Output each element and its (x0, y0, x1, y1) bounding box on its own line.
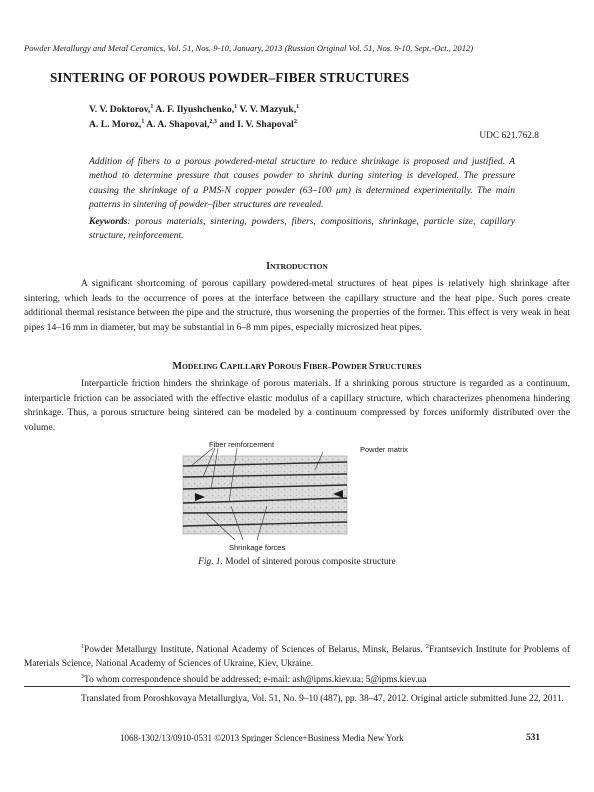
page-number: 531 (526, 733, 541, 743)
author-name: A. A. Shapoval, (144, 119, 210, 131)
section-heading-modeling: MODELING CAPILLARY POROUS FIBER–POWDER STRUCTURES (172, 361, 422, 372)
author-line-1 (89, 101, 299, 116)
label-fiber-reinforcement: Fiber reinforcement (209, 440, 275, 449)
affiliation-mark: 1 (150, 104, 154, 110)
footnote-mark: 1 (81, 644, 84, 650)
footnote-mark: 3 (81, 674, 84, 680)
introduction-paragraph: A significant shortcoming of porous capillary powdered-metal structures of heat pipes is relatively high shrinkage after sintering, which leads to the occurrence of pores at the interface between the capillary structure and the heat pipe. Such pores create additional thermal resistance between the pipe and the structure, thus worsening the properties of the former. This effect is very weak in heat pipes 14–16 mm in diameter, but may be substantial in 6–8 mm pipes, especially microsized heat pipes. (24, 278, 570, 333)
affiliation-mark: 1 (234, 104, 238, 110)
author-list (89, 101, 299, 131)
section-heading-introduction: INTRODUCTION (266, 261, 328, 272)
udc-code: UDC 621.762.8 (479, 131, 539, 141)
footnote-divider (24, 686, 570, 687)
affiliation-mark: 1 (141, 119, 145, 126)
author-name: A. L. Moroz, (89, 119, 142, 131)
footnote-correspondence (24, 670, 570, 687)
footnote-text: Frantsevich Institute for Problems of Materials Science, National Academy of Sciences of Ukraine, Kiev, Ukraine. (24, 645, 570, 670)
figure-model-diagram (175, 440, 435, 554)
footnote-mark: 2 (425, 644, 429, 650)
footnote-text: To whom correspondence should be addressed; e-mail: ash@ipms.kiev.ua; 5@ipms.kiev.ua (84, 675, 427, 686)
footer-copyright: 1068-1302/13/0910-0531 ©2013 Springer Science+Business Media New York (120, 733, 404, 743)
keywords-text: : porous materials, sintering, powders, fibers, compositions, shrinkage, particle size, capillary structure, reinforcement. (89, 216, 515, 242)
footnote-text: Powder Metallurgy Institute, National Academy of Sciences of Belarus, Minsk, Belarus. (84, 645, 426, 656)
label-shrinkage-forces: Shrinkage forces (229, 543, 286, 552)
affiliation-mark: 2 (293, 119, 297, 126)
footnote-affiliations (24, 640, 570, 671)
affiliation-mark: 1 (296, 104, 300, 110)
article-title: SINTERING OF POROUS POWDER–FIBER STRUCTURES (50, 70, 410, 85)
keywords-label: Keywords (89, 216, 128, 227)
figure-label: Fig. 1. (198, 557, 223, 567)
modeling-paragraph: Interparticle friction hinders the shrinkage of porous materials. If a shrinking porous structure is regarded as a continuum, interparticle friction can be associated with the effective elastic modulus of a capillary structure, which characterizes phenomena hindering shrinkage. Thus, a porous structure being sintered can be modeled by a continuum compressed by forces uniformly distributed over the volume. (24, 378, 570, 433)
author-name: V. V. Mazyuk, (237, 104, 297, 116)
author-name: V. V. Doktorov, (89, 104, 151, 116)
author-name: and I. V. Shapoval (216, 119, 294, 131)
author-line-2 (89, 116, 299, 131)
journal-citation-line: Powder Metallurgy and Metal Ceramics, Vol. 51, Nos. 9-10, January, 2013 (Russian Original Vol. 51, Nos. 9-10, Sept.-Oct., 2012) (24, 43, 474, 53)
abstract: Addition of fibers to a porous powdered-metal structure to reduce shrinkage is proposed and justified. A method to determine pressure that causes powder to shrink during sintering is developed. The pressure causing the shrinkage of a PMS-N copper powder (63–100 μm) is determined experimentally. The main patterns in sintering of powder–fiber structures are revealed. (89, 156, 515, 210)
translation-note: Translated from Poroshkovaya Metallurgiya, Vol. 51, No. 9–10 (487), pp. 38–47, 2012. Original article submitted June 22, 2011. (81, 694, 564, 704)
figure-caption-text: Model of sintered porous composite structure (222, 557, 396, 567)
author-name: A. F. Ilyushchenko, (153, 104, 235, 116)
affiliation-mark: 2,3 (209, 119, 217, 126)
label-powder-matrix: Powder matrix (360, 445, 408, 454)
figure-caption (24, 557, 570, 567)
keywords (89, 215, 515, 244)
